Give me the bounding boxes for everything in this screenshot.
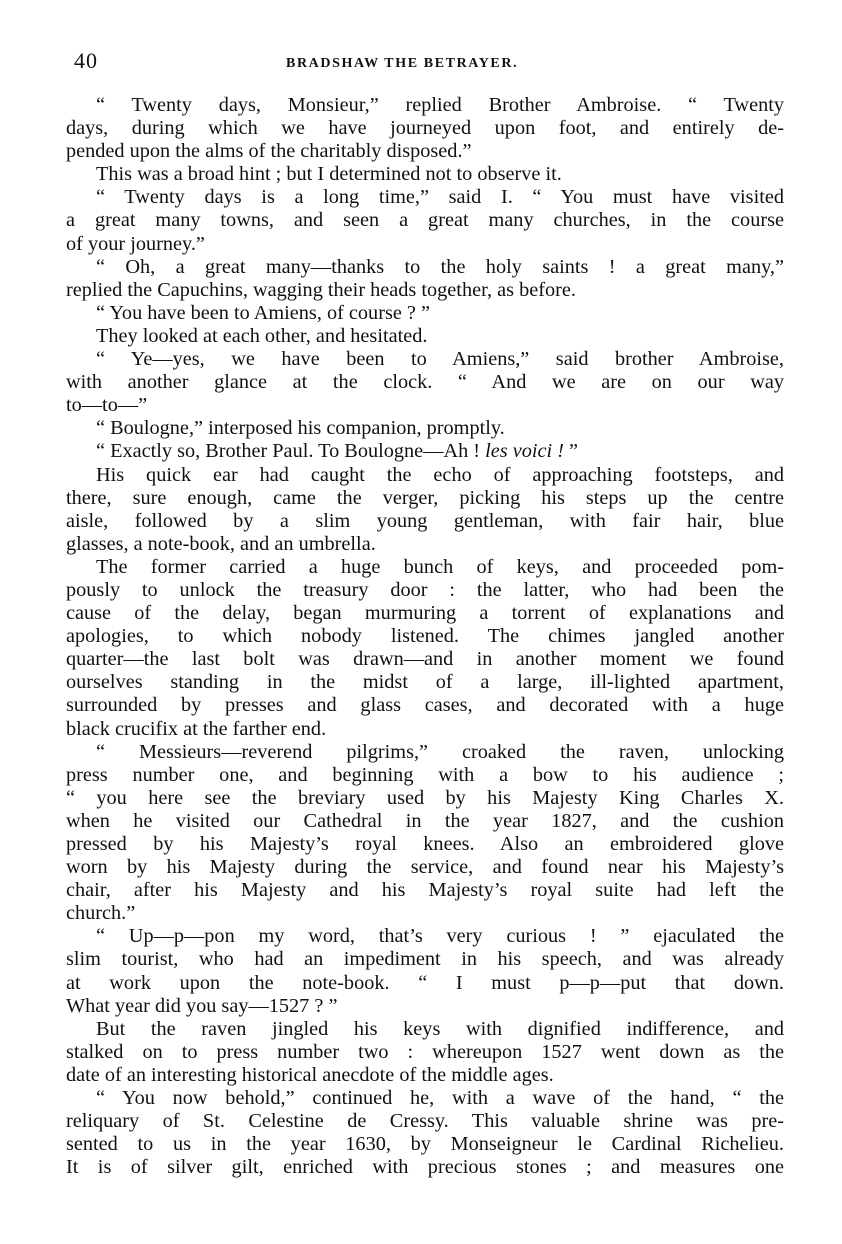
text-line: days, during which we have journeyed upon foot, and entirely de- (66, 117, 784, 140)
text-line: The former carried a huge bunch of keys, and proceeded pom- (96, 555, 784, 578)
text-line: when he visited our Cathedral in the year 1827, and the cushion (66, 809, 784, 832)
page-number: 40 (74, 48, 98, 73)
text-line: black crucifix at the farther end. (66, 717, 327, 740)
text-line: stalked on to press number two : whereupon 1527 went down as the (66, 1040, 784, 1063)
text-line: press number one, and beginning with a bow to his audience ; (66, 763, 784, 786)
text-line: replied the Capuchins, wagging their heads together, as before. (66, 278, 576, 301)
text-line: “ You now behold,” continued he, with a wave of the hand, “ the (96, 1087, 784, 1110)
text-line: surrounded by presses and glass cases, and decorated with a huge (66, 694, 784, 717)
text-line: with another glance at the clock. “ And we are on our way (66, 371, 784, 394)
text-line: church.” (66, 902, 136, 925)
text-line: What year did you say—1527 ? ” (66, 994, 338, 1017)
text-line: They looked at each other, and hesitated. (96, 324, 428, 347)
body-text (66, 94, 784, 1179)
text-line: chair, after his Majesty and his Majesty’s royal suite had left the (66, 879, 784, 902)
text-line: reliquary of St. Celestine de Cressy. This valuable shrine was pre- (66, 1110, 784, 1133)
text-line: “ Messieurs—reverend pilgrims,” croaked the raven, unlocking (96, 740, 784, 763)
text-line: there, sure enough, came the verger, picking his steps up the centre (66, 486, 784, 509)
text-line: “ You have been to Amiens, of course ? ” (96, 301, 430, 324)
text-line: to—to—” (66, 394, 148, 417)
text-line: “ Twenty days, Monsieur,” replied Brother Ambroise. “ Twenty (96, 94, 784, 116)
text-line: a great many towns, and seen a great many churches, in the course (66, 209, 784, 232)
text-line: slim tourist, who had an impediment in his speech, and was already (66, 948, 784, 971)
text-line: worn by his Majesty during the service, and found near his Majesty’s (66, 856, 784, 879)
text-line: His quick ear had caught the echo of approaching footsteps, and (96, 463, 784, 486)
page-header (74, 48, 774, 78)
text-line: “ Ye—yes, we have been to Amiens,” said brother Ambroise, (96, 348, 784, 371)
text-line: “ Boulogne,” interposed his companion, promptly. (96, 417, 505, 440)
text-line: pously to unlock the treasury door : the latter, who had been the (66, 578, 784, 601)
text-line: This was a broad hint ; but I determined not to observe it. (96, 163, 562, 186)
italic-phrase: les voici ! (485, 440, 564, 463)
text-line: pended upon the alms of the charitably disposed.” (66, 140, 472, 163)
text-line: pressed by his Majesty’s royal knees. Also an embroidered glove (66, 833, 784, 855)
text-line: aisle, followed by a slim young gentleman, with fair hair, blue (66, 509, 784, 532)
text-line: ourselves standing in the midst of a large, ill-lighted apartment, (66, 671, 784, 694)
text-line: “ Oh, a great many—thanks to the holy saints ! a great many,” (96, 255, 784, 278)
text-line-italic: “ Exactly so, Brother Paul. To Boulogne—Ah ! les voici ! ” (96, 440, 579, 463)
text-line: cause of the delay, began murmuring a torrent of explanations and (66, 602, 784, 625)
text-line: at work upon the note-book. “ I must p—p—put that down. (66, 971, 784, 994)
text-line: of your journey.” (66, 232, 205, 255)
text-line: But the raven jingled his keys with dignified indifference, and (96, 1017, 784, 1040)
text-line: “ Twenty days is a long time,” said I. “ You must have visited (96, 186, 784, 209)
text-line: sented to us in the year 1630, by Monseigneur le Cardinal Richelieu. (66, 1133, 784, 1156)
text-line: apologies, to which nobody listened. The chimes jangled another (66, 625, 784, 648)
text-line: “ you here see the breviary used by his Majesty King Charles X. (66, 786, 784, 809)
text-line: quarter—the last bolt was drawn—and in another moment we found (66, 648, 784, 671)
text-line: “ Up—p—pon my word, that’s very curious ! ” ejaculated the (96, 925, 784, 948)
text-line: date of an interesting historical anecdote of the middle ages. (66, 1063, 554, 1086)
text-line: glasses, a note-book, and an umbrella. (66, 532, 376, 555)
running-title: BRADSHAW THE BETRAYER. (286, 56, 519, 71)
text-line: It is of silver gilt, enriched with precious stones ; and measures one (66, 1156, 784, 1179)
